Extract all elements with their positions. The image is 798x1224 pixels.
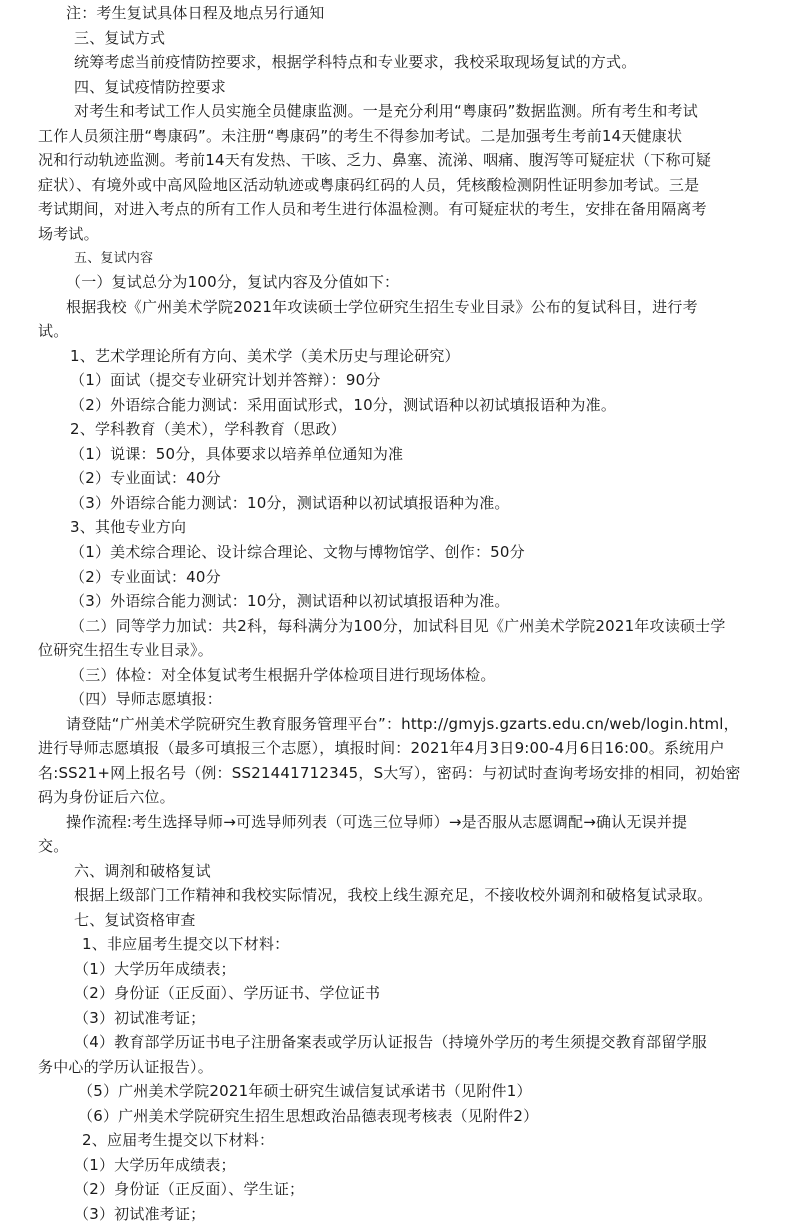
materials-item: （2）身份证（正反面）、学历证书、学位证书 xyxy=(74,984,381,1002)
materials-item: （3）初试准考证； xyxy=(74,1009,206,1027)
schedule-note: 注：考生复试具体日程及地点另行通知 xyxy=(66,4,325,22)
section5-sub1: （一）复试总分为100分，复试内容及分值如下： xyxy=(66,273,400,291)
materials-item-line: 务中心的学历认证报告）。 xyxy=(38,1058,213,1076)
section7-sub2: 2、应届考生提交以下材料： xyxy=(82,1131,275,1149)
section3-paragraph: 统筹考虑当前疫情防控要求，根据学科特点和专业要求，我校采取现场复试的方式。 xyxy=(74,53,637,71)
section4-paragraph-line: 况和行动轨迹监测。考前14天有发热、干咳、乏力、鼻塞、流涕、咽痛、腹泻等可疑症状（下称可疑 xyxy=(38,151,712,169)
login-instruction-line: 码为身份证后六位。 xyxy=(38,788,175,806)
group3-item: （2）专业面试：40分 xyxy=(70,568,221,586)
group3-item: （1）美术综合理论、设计综合理论、文物与博物馆学、创作：50分 xyxy=(70,543,525,561)
login-instruction-line: 名:SS21+网上报名号（例：SS21441712345，S大写），密码：与初试时查询考场安排的相同，初始密 xyxy=(38,764,741,782)
section6-paragraph: 根据上级部门工作精神和我校实际情况，我校上线生源充足，不接收校外调剂和破格复试录取。 xyxy=(74,886,713,904)
group2-item: （1）说课：50分，具体要求以培养单位通知为准 xyxy=(70,445,404,463)
section4-paragraph-line: 场考试。 xyxy=(38,225,99,243)
group3-title: 3、其他专业方向 xyxy=(70,518,187,536)
group1-title: 1、艺术学理论所有方向、美术学（美术历史与理论研究） xyxy=(70,347,460,365)
section5-intro-line: 试。 xyxy=(38,322,69,340)
group2-item: （3）外语综合能力测试：10分，测试语种以初试填报语种为准。 xyxy=(70,494,510,512)
section5-intro-line: 根据我校《广州美术学院2021年攻读硕士学位研究生招生专业目录》公布的复试科目，进行考 xyxy=(66,298,698,316)
section4-paragraph-line: 对考生和考试工作人员实施全员健康监测。一是充分利用“粤康码”数据监测。所有考生和考试 xyxy=(74,102,698,120)
section5-sub2-line: 位研究生招生专业目录》。 xyxy=(38,641,213,659)
group1-item: （1）面试（提交专业研究计划并答辩）：90分 xyxy=(70,371,381,389)
section6-heading: 六、调剂和破格复试 xyxy=(74,862,211,880)
materials-item: （5）广州美术学院2021年硕士研究生诚信复试承诺书（见附件1） xyxy=(78,1082,532,1100)
materials-item: （6）广州美术学院研究生招生思想政治品德表现考核表（见附件2） xyxy=(78,1107,539,1125)
section4-heading: 四、复试疫情防控要求 xyxy=(74,78,227,96)
section4-paragraph-line: 症状）、有境外或中高风险地区活动轨迹或粤康码红码的人员，凭核酸检测阴性证明参加考试。三是 xyxy=(38,176,700,194)
section7-heading: 七、复试资格审查 xyxy=(74,911,196,929)
section5-sub4: （四）导师志愿填报： xyxy=(70,690,223,708)
materials-item: （1）大学历年成绩表； xyxy=(74,960,236,978)
materials-item: （3）初试准考证； xyxy=(74,1205,206,1223)
section7-sub1: 1、非应届考生提交以下材料： xyxy=(82,935,290,953)
section5-sub3: （三）体检：对全体复试考生根据升学体检项目进行现场体检。 xyxy=(70,666,496,684)
group1-item: （2）外语综合能力测试：采用面试形式，10分，测试语种以初试填报语种为准。 xyxy=(70,396,617,414)
operation-flow-line: 交。 xyxy=(38,837,69,855)
materials-item: （2）身份证（正反面）、学生证； xyxy=(74,1180,305,1198)
section3-heading: 三、复试方式 xyxy=(74,29,166,47)
materials-item-line: （4）教育部学历证书电子注册备案表或学历认证报告（持境外学历的考生须提交教育部留学服 xyxy=(74,1033,707,1051)
login-instruction-line: 请登陆“广州美术学院研究生教育服务管理平台”：http://gmyjs.gzarts.edu.cn/web/login.html， xyxy=(66,715,739,733)
group2-item: （2）专业面试：40分 xyxy=(70,469,221,487)
section4-paragraph-line: 考试期间，对进入考点的所有工作人员和考生进行体温检测。有可疑症状的考生，安排在备用隔离考 xyxy=(38,200,707,218)
login-instruction-line: 进行导师志愿填报（最多可填报三个志愿），填报时间：2021年4月3日9:00-4月6日16:00。系统用户 xyxy=(38,739,725,757)
section5-sub2-line: （二）同等学力加试：共2科，每科满分为100分，加试科目见《广州美术学院2021年攻读硕士学 xyxy=(70,617,726,635)
section5-heading: 五、复试内容 xyxy=(74,251,154,266)
materials-item: （1）大学历年成绩表； xyxy=(74,1156,236,1174)
group2-title: 2、学科教育（美术），学科教育（思政） xyxy=(70,420,346,438)
operation-flow-line: 操作流程:考生选择导师→可选导师列表（可选三位导师）→是否服从志愿调配→确认无误并提 xyxy=(66,813,688,831)
section4-paragraph-line: 工作人员须注册“粤康码”。未注册“粤康码”的考生不得参加考试。二是加强考生考前14天健康状 xyxy=(38,127,683,145)
group3-item: （3）外语综合能力测试：10分，测试语种以初试填报语种为准。 xyxy=(70,592,510,610)
